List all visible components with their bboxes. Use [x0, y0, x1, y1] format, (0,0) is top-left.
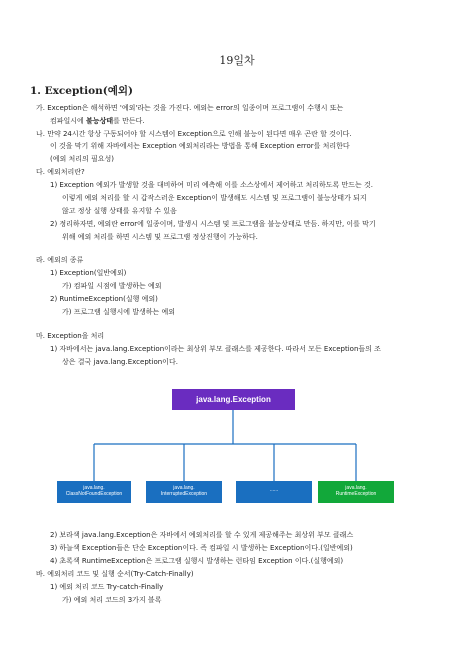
child-class-label: java.lang. [345, 485, 367, 491]
text-line: 가. Exception은 해석하면 '예외'라는 것을 가진다. 예외는 error의 일종이며 프로그램이 수행시 또는 [36, 104, 344, 112]
text-line: 나. 만약 24시간 항상 구동되어야 할 시스템이 Exception으로 인해 불능이 된다면 매우 곤란 할 것이다. [36, 130, 352, 138]
text-line: 1) 자바에서는 java.lang.Exception이라는 최상위 부모 클래스를 제공한다. 따라서 모든 Exception들의 조 [50, 345, 381, 353]
child-class-label: java.lang. [173, 485, 195, 491]
text-line: 라. 예외의 종류 [36, 256, 84, 264]
child-class-label: ClassNotFoundException [65, 491, 123, 497]
text-line: 가) 프로그램 실행시에 발생하는 예외 [62, 308, 176, 316]
text-line: 이렇게 예외 처리를 할 시 갑작스러운 Exception이 발생해도 시스템 및 프로그램이 불능상태가 되지 [62, 194, 367, 202]
child-class-box [236, 481, 312, 503]
section-heading: 1. Exception(예외) [30, 85, 133, 97]
text-line: 가) 컴파일 시점에 발생하는 예외 [62, 282, 162, 290]
text-line: 가) 예외 처리 코드의 3가지 블록 [62, 596, 162, 604]
text-line: 1) Exception 예외가 발생할 것을 대비하여 미리 예측해 이를 소스상에서 제어하고 처리하도록 만드는 것. [50, 181, 373, 189]
root-class-box: java.lang.Exception [172, 389, 295, 410]
page-title: 19일차 [219, 54, 255, 67]
text-line: 2) 보라색 java.lang.Exception은 자바에서 예외처리를 할 수 있게 제공해주는 최상위 부모 클래스 [50, 531, 354, 539]
text-line: 않고 정상 실행 상태를 유지할 수 있음 [62, 207, 177, 215]
text-line: 다. 예외처리란? [36, 168, 85, 176]
child-class-box [146, 481, 222, 503]
text-line: 마. Exception을 처리 [36, 332, 105, 340]
text-line: 2) 정리하자면, 예외란 error에 일종이며, 발생시 시스템 및 프로그램을 불능상태로 만듬. 하지만, 이를 막기 [50, 220, 376, 228]
text-line: 위해 예외 처리를 하면 시스템 및 프로그램 정상진행이 가능하다. [62, 233, 258, 241]
text-line: 4) 초록색 RuntimeException은 프로그램 실행시 발생하는 런타임 Exception 이다.(실행예외) [50, 557, 344, 565]
text-line: (예외 처리의 필요성) [50, 155, 115, 163]
text-line: 상은 결국 java.lang.Exception이다. [62, 358, 178, 366]
text-line: 컴파일시에 불능상태를 만든다. [50, 117, 145, 125]
child-class-box [318, 481, 394, 503]
child-class-label: java.lang. [83, 485, 105, 491]
text-line: 이 것을 막기 위해 자바에서는 Exception 예외처리라는 방법을 통해 Exception error를 처리한다 [50, 142, 350, 150]
text-line: 2) RuntimeException(실행 예외) [50, 295, 158, 303]
child-class-label: InterruptedException [160, 491, 208, 497]
text-line: 1) Exception(일반예외) [50, 269, 127, 277]
text-line: 3) 하늘색 Exception들은 단순 Exception이다. 즉 컴파일 시 발생하는 Exception이다.(일반예외) [50, 544, 353, 552]
child-class-box [57, 481, 131, 503]
child-class-label: RuntimeException [335, 491, 377, 497]
text-line: 1) 예외 처리 코드 Try-catch-Finally [50, 583, 164, 591]
child-class-label: ...... [269, 487, 279, 493]
text-line: 바. 예외처리 코드 및 실행 순서(Try-Catch-Finally) [36, 570, 194, 578]
